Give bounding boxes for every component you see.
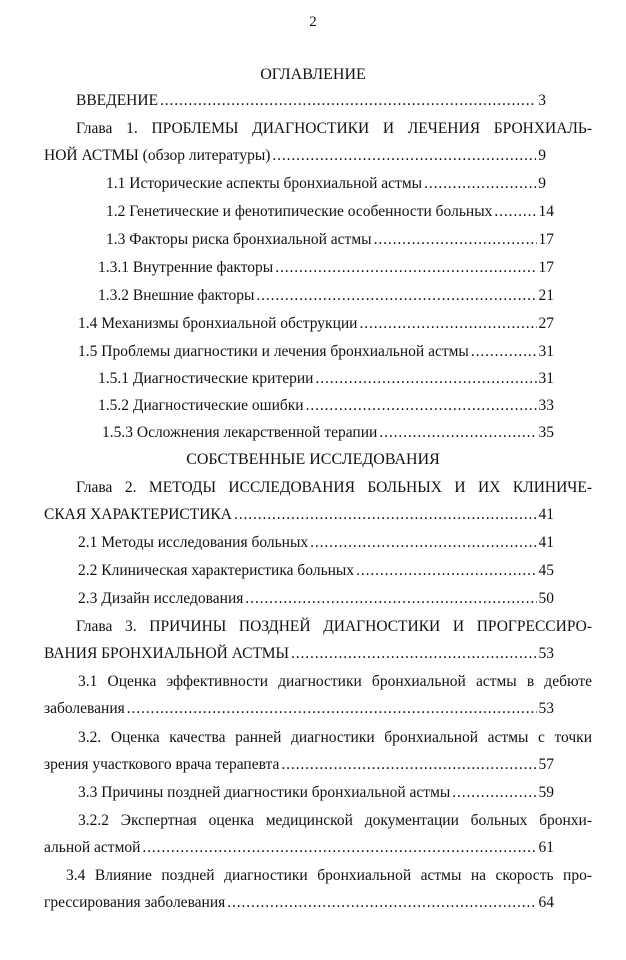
toc-entry-2-1: 2.1 Методы исследования больных . . . 41 xyxy=(78,534,554,556)
toc-title: ОГЛАВЛЕНИЕ xyxy=(260,66,366,83)
toc-entry-1-3: 1.3 Факторы риска бронхиальной астмы . . . 17 xyxy=(106,231,554,253)
toc-section-heading: СОБСТВЕННЫЕ ИССЛЕДОВАНИЯ xyxy=(186,451,440,468)
toc-entry-1-1: 1.1 Исторические аспекты бронхиальной астмы . . . 9 xyxy=(106,175,546,197)
toc-chapter-2-line-1: Глава 2. МЕТОДЫ ИССЛЕДОВАНИЯ БОЛЬНЫХ И ИХ КЛИНИЧЕ- xyxy=(76,479,592,496)
toc-entry-3-4-line-2: грессирования заболевания . . . 64 xyxy=(44,894,554,916)
toc-entry-2-2: 2.2 Клиническая характеристика больных . . . 45 xyxy=(78,562,554,584)
toc-entry-3-2-2-line-1: 3.2.2 Экспертная оценка медицинской документации больных бронхи- xyxy=(78,812,592,829)
toc-entry-3-3: 3.3 Причины поздней диагностики бронхиальной астмы . . . 59 xyxy=(78,784,554,806)
toc-entry-1-5: 1.5 Проблемы диагностики и лечения бронхиальной астмы . . . 31 xyxy=(78,343,554,365)
toc-entry-1-3-1: 1.3.1 Внутренние факторы . . . 17 xyxy=(98,259,554,281)
toc-entry-3-2-line-2: зрения участкового врача терапевта . . . 57 xyxy=(44,756,554,778)
toc-chapter-2-line-2: СКАЯ ХАРАКТЕРИСТИКА . . . 41 xyxy=(44,506,554,528)
toc-entry-1-5-2: 1.5.2 Диагностические ошибки . . . 33 xyxy=(98,397,554,419)
toc-chapter-1-line-1: Глава 1. ПРОБЛЕМЫ ДИАГНОСТИКИ И ЛЕЧЕНИЯ БРОНХИАЛЬ- xyxy=(76,120,592,137)
toc-entry-1-5-3: 1.5.3 Осложнения лекарственной терапии . . . 35 xyxy=(102,424,554,446)
toc-chapter-3-line-1: Глава 3. ПРИЧИНЫ ПОЗДНЕЙ ДИАГНОСТИКИ И ПРОГРЕССИРО- xyxy=(76,618,592,635)
toc-entry-1-4: 1.4 Механизмы бронхиальной обструкции . . . 27 xyxy=(78,315,554,337)
toc-entry-3-2-2-line-2: альной астмой . . . 61 xyxy=(44,839,554,861)
toc-chapter-3-line-2: ВАНИЯ БРОНХИАЛЬНОЙ АСТМЫ . . . 53 xyxy=(44,645,554,667)
toc-entry-3-1-line-1: 3.1 Оценка эффективности диагностики бронхиальной астмы в дебюте xyxy=(78,673,592,690)
toc-entry-3-2-line-1: 3.2. Оценка качества ранней диагностики бронхиальной астмы с точки xyxy=(78,729,592,746)
toc-entry-3-4-line-1: 3.4 Влияние поздней диагностики бронхиальной астмы на скорость про- xyxy=(66,867,592,884)
toc-entry-1-3-2: 1.3.2 Внешние факторы . . . 21 xyxy=(98,287,554,309)
toc-entry-2-3: 2.3 Дизайн исследования . . . 50 xyxy=(78,590,554,612)
toc-entry-intro: ВВЕДЕНИЕ . . . 3 xyxy=(76,92,546,114)
toc-chapter-1-line-2: НОЙ АСТМЫ (обзор литературы) . . . 9 xyxy=(44,147,546,169)
page-number: 2 xyxy=(309,14,317,30)
toc-entry-1-2: 1.2 Генетические и фенотипические особенности больных . . . 14 xyxy=(106,203,554,225)
toc-entry-3-1-line-2: заболевания . . . 53 xyxy=(44,700,554,722)
toc-entry-1-5-1: 1.5.1 Диагностические критерии . . . 31 xyxy=(98,370,554,392)
